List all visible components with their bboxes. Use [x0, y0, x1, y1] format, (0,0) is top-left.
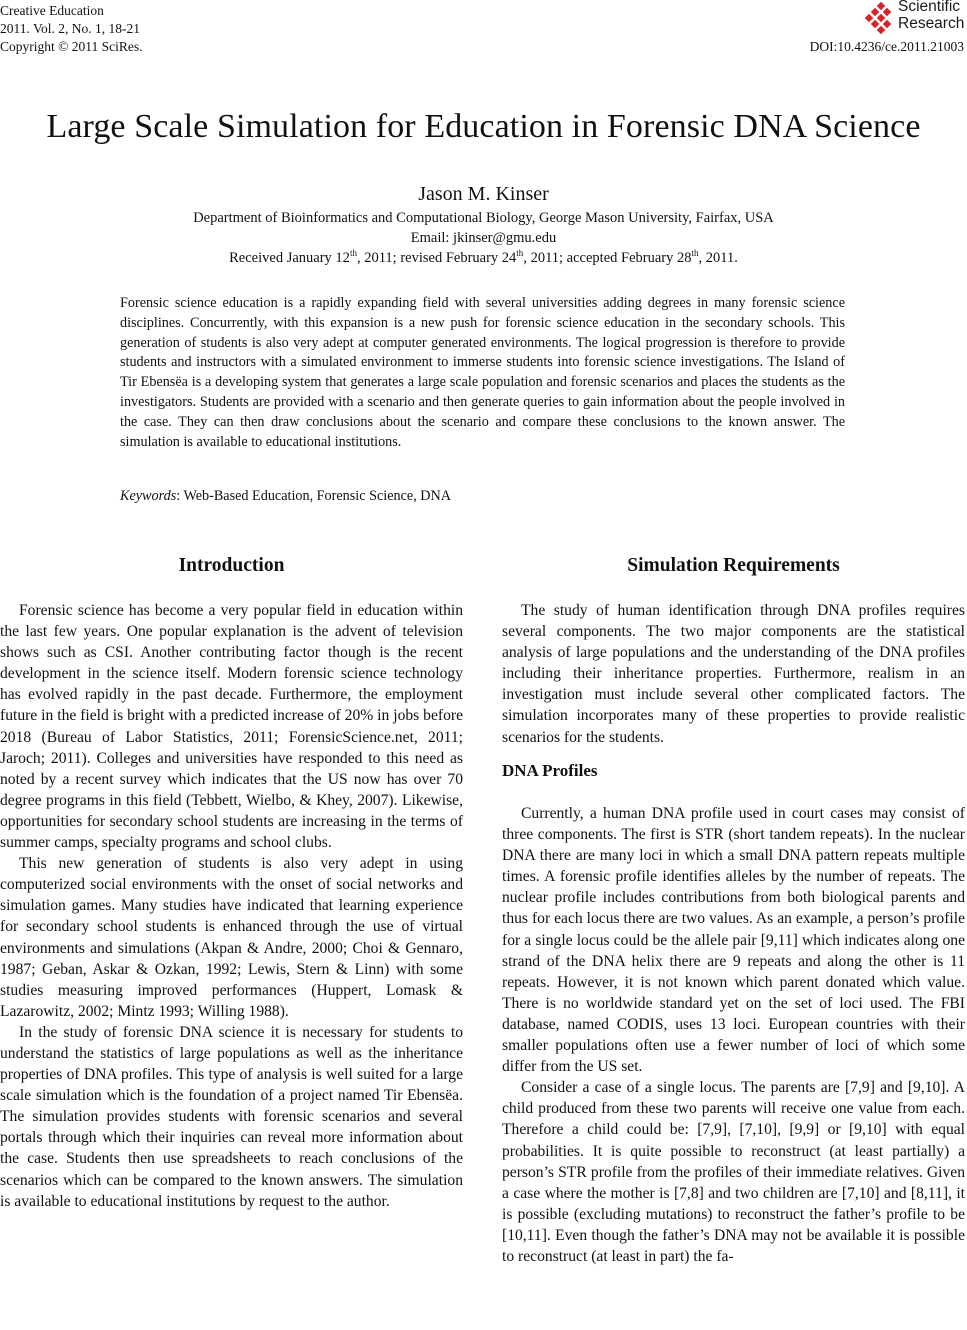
requirements-body	[502, 600, 965, 748]
affiliation: Department of Bioinformatics and Computational Biology, George Mason University, Fairfax, USA	[193, 210, 774, 226]
doi[interactable]: DOI:10.4236/ce.2011.21003	[809, 39, 964, 54]
keywords	[120, 488, 451, 505]
submission-dates: Received January 12th, 2011; revised February 24th, 2011; accepted February 28th, 2011.	[229, 248, 738, 266]
logo-text: Scientific Research	[898, 0, 965, 32]
abstract: Forensic science education is a rapidly expanding field with several universities adding degrees in many forensic science disciplines. Concurrently, with this expansion is a new push for forensic science education in the secondary schools. This generation of students is also very adept at computer generated environments. The logical progression is therefore to provide students and instructors with a simulated environment to immerse students into forensic science investigations. The Island of Tir Ebensëa is a developing system that generates a large scale population and forensic scenarios and places the students as the investigators. Students are provided with a scenario and then generate queries to gain information about the people involved in the case. They can then draw conclusions about the scenario and compare these conclusions to the known answer. The simulation is available to educational institutions.	[120, 295, 845, 450]
author-name: Jason M. Kinser	[418, 183, 549, 205]
dna-profiles-body	[502, 803, 965, 1267]
journal-name: Creative Education	[0, 3, 104, 18]
section-heading-simulation-requirements: Simulation Requirements	[627, 555, 840, 576]
paragraph: Currently, a human DNA profile used in court cases may consist of three components. The first is STR (short tandem repeats). In the nuclear DNA there are many loci in which a small DNA pattern repeats multiple times. A forensic profile identifies alleles by the number of repeats. The nuclear profile includes contributions from both biological parents and thus for each locus there are two values. As an example, a person’s profile for a single locus could be the allele pair [9,11] which indicates along one strand of the DNA helix there are 9 repeats and along the other is 11 repeats. However, it is not known which parent donated which value. There is no worldwide standard yet on the set of loci used. The FBI database, named CODIS, uses 13 loci. European countries with their smaller populations often use a fewer number of loci of which some differ from the US set.	[502, 805, 965, 1076]
author-email[interactable]: Email: jkinser@gmu.edu	[410, 230, 557, 246]
keywords-list: : Web-Based Education, Forensic Science, DNA	[176, 488, 452, 504]
scientific-research-logo	[865, 0, 965, 34]
introduction-body	[0, 600, 463, 1212]
paragraph: In the study of forensic DNA science it is necessary for students to understand the statistics of large populations as well as the inheritance properties of DNA profiles. This type of analysis is well suited for a large scale simulation which is the foundation of a project named Tir Ebensëa. The simulation provides students with forensic scenarios and several portals through which their inquiries can reveal more information about the case. Students then use spreadsheets to reach conclusions of the scenarios which can be compared to the known answers. The simulation is available to educational institutions by request to the author.	[0, 1023, 463, 1210]
journal-volume: 2011. Vol. 2, No. 1, 18-21	[0, 21, 141, 36]
logo-diamond-icon	[865, 2, 897, 34]
paper-title: Large Scale Simulation for Education in Forensic DNA Science	[46, 108, 921, 145]
keywords-label: Keywords	[120, 488, 177, 504]
paragraph: Consider a case of a single locus. The parents are [7,9] and [9,10]. A child produced from these two parents will receive one value from each. Therefore a child could be: [7,9], [7,10], [9,9] or [9,10] with equal probabilities. It is quite possible to reconstruct (at least partially) a person’s STR profile from the profiles of their immediate relatives. Given a case where the mother is [7,8] and two children are [7,10] and [8,11], it is possible (excluding mutations) to reconstruct the father’s profile to be [10,11]. Even though the father’s DNA may not be available it is possible to reconstruct (at least in part) the fa-	[502, 1079, 965, 1265]
paragraph: This new generation of students is also very adept in using computerized social environments with the onset of social networks and simulation games. Many studies have indicated that learning experience for secondary school students is enhanced through the use of virtual environments and simulations (Akpan & Andre, 2000; Choi & Gennaro, 1987; Geban, Askar & Ozkan, 1992; Lewis, Stern & Linn) with some studies measuring improved performances (Huppert, Lomask & Lazarowitz, 2002; Mintz 1993; Willing 1988).	[0, 855, 463, 1020]
paragraph: The study of human identification through DNA profiles requires several components. The two major components are the statistical analysis of large populations and the understanding of the DNA profiles including their inheritance properties. Furthermore, realism in an investigation must include several other complicated factors. The simulation incorporates many of these properties to provide realistic scenarios for the students.	[502, 602, 965, 746]
section-heading-introduction: Introduction	[178, 555, 285, 576]
paragraph: Forensic science has become a very popular field in education within the last few years. One popular explanation is the advent of television shows such as CSI. Another contributing factor though is the recent development in the science itself. Modern forensic science technology has evolved rapidly in the past decade. Furthermore, the employment future in the field is bright with a predicted increase of 20% in jobs before 2018 (Bureau of Labor Statistics, 2011; ForensicScience.net, 2011; Jaroch; 2011). Colleges and universities have responded to this need as noted by a recent survey which indicates that the US now has over 70 degree programs in this field (Tebbett, Wielbo, & Khey, 2007). Likewise, opportunities for secondary school students are increasing in the terms of summer camps, specialty programs and school clubs.	[0, 602, 463, 852]
copyright-line: Copyright © 2011 SciRes.	[0, 39, 143, 54]
journal-header	[0, 2, 143, 56]
subsection-heading-dna-profiles: DNA Profiles	[502, 761, 598, 780]
